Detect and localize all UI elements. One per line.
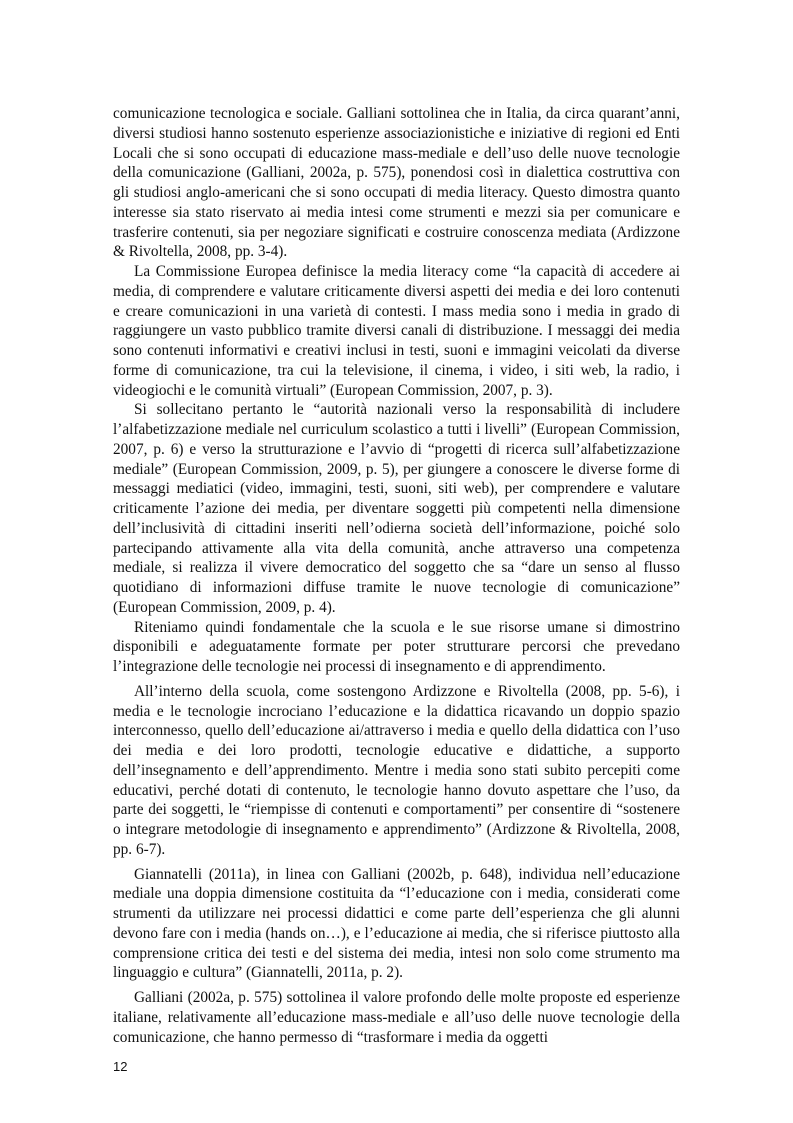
body-text	[113, 104, 680, 1047]
paragraph: Galliani (2002a, p. 575) sottolinea il valore profondo delle molte proposte ed esperienze italiane, relativamente all’educazione mass-mediale e all’uso delle nuove tecnologie della comunicazione, che hanno permesso di “trasformare i media da oggetti	[113, 989, 680, 1046]
paragraph: Riteniamo quindi fondamentale che la scuola e le sue risorse umane si dimostrino disponibili e adeguatamente formate per poter strutturare percorsi che prevedano l’integrazione delle tecnologie nei processi di insegnamento e di apprendimento.	[113, 618, 680, 675]
paragraph: All’interno della scuola, come sostengono Ardizzone e Rivoltella (2008, pp. 5-6), i media e le tecnologie incrociano l’educazione e la didattica ricavando un doppio spazio interconnesso, quello dell’educazione ai/attraverso i media e quello della didattica con l’uso dei media e dei loro prodotti, tecnologie educative e didattiche, a supporto dell’insegnamento e dell’apprendimento. Mentre i media sono stati subito percepiti come educativi, perché dotati di contenuto, le tecnologie hanno dovuto aspettare che l’uso, da parte dei soggetti, le “riempisse di contenuti e comportamenti” per consentire di “sostenere o integrare metodologie di insegnamento e apprendimento” (Ardizzone & Rivoltella, 2008, pp. 6-7).	[113, 682, 680, 858]
page-number: 12	[113, 1059, 128, 1074]
paragraph: La Commissione Europea definisce la media literacy come “la capacità di accedere ai media, di comprendere e valutare criticamente diversi aspetti dei media e dei loro contenuti e creare comunicazioni in una varietà di contesti. I mass media sono i media in grado di raggiungere un vasto pubblico tramite diversi canali di distribuzione. I messaggi dei media sono contenuti informativi e creativi inclusi in testi, suoni e immagini veicolati da diverse forme di comunicazione, tra cui la televisione, il cinema, i video, i siti web, la radio, i videogiochi e le comunità virtuali” (European Commission, 2007, p. 3).	[113, 263, 680, 399]
paragraph: comunicazione tecnologica e sociale. Galliani sottolinea che in Italia, da circa quarant’anni, diversi studiosi hanno sostenuto esperienze associazionistiche e iniziative di regioni ed Enti Locali che si sono occupati di educazione mass-mediale e dell’uso delle nuove tecnologie della comunicazione (Galliani, 2002a, p. 575), ponendosi così in dialettica costruttiva con gli studiosi anglo-americani che si sono occupati di media literacy. Questo dimostra quanto interesse sia stato riservato ai media intesi come strumenti e mezzi sia per comunicare e trasferire contenuti, sia per negoziare significati e costruire conoscenza mediata (Ardizzone & Rivoltella, 2008, pp. 3-4).	[113, 105, 680, 261]
paragraph: Giannatelli (2011a), in linea con Galliani (2002b, p. 648), individua nell’educazione mediale una doppia dimensione costituita da “l’educazione con i media, considerati come strumenti da utilizzare nei processi didattici e come parte dell’esperienza che gli alunni devono fare con i media (hands on…), e l’educazione ai media, che si riferisce piuttosto alla comprensione critica dei testi e del sistema dei media, intesi non solo come strumento ma linguaggio e cultura” (Giannatelli, 2011a, p. 2).	[113, 865, 680, 982]
paragraph: Si sollecitano pertanto le “autorità nazionali verso la responsabilità di includere l’alfabetizzazione mediale nel curriculum scolastico a tutti i livelli” (European Commission, 2007, p. 6) e verso la strutturazione e l’avvio di “progetti di ricerca sull’alfabetizzazione mediale” (European Commission, 2009, p. 5), per giungere a conoscere le diverse forme di messaggi mediatici (video, immagini, testi, suoni, siti web), per comprendere e valutare criticamente l’azione dei media, per diventare soggetti più competenti nella dimensione dell’inclusività di cittadini inseriti nell’odierna società dell’informazione, poiché solo partecipando attivamente alla vita della comunità, anche attraverso una competenza mediale, si realizza il vivere democratico del soggetto che sa “dare un senso al flusso quotidiano di informazioni diffuse tramite le nuove tecnologie di comunicazione” (European Commission, 2009, p. 4).	[113, 401, 680, 616]
